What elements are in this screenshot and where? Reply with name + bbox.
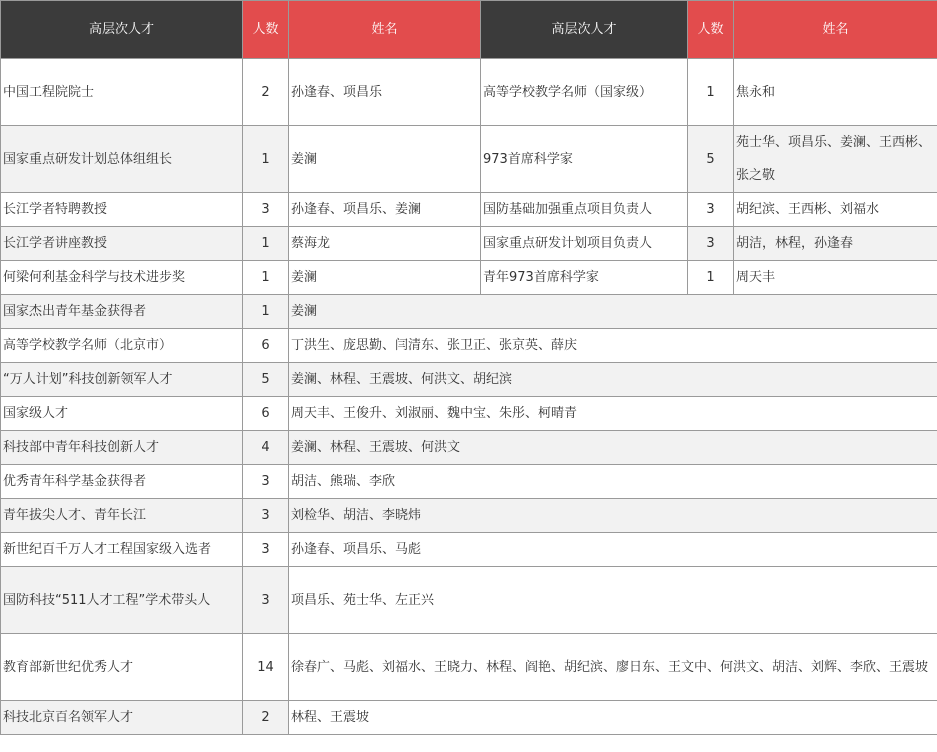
talent-title: 高等学校教学名师（北京市） <box>1 329 243 363</box>
talent-title: “万人计划”科技创新领军人才 <box>1 363 243 397</box>
table-row <box>1 533 937 567</box>
talent-names: 胡洁、熊瑞、李欣 <box>289 465 937 499</box>
talent-title: 新世纪百千万人才工程国家级入选者 <box>1 533 243 567</box>
talent-count: 4 <box>243 431 289 465</box>
talent-title: 国防科技“511人才工程”学术带头人 <box>1 567 243 634</box>
talent-title: 高等学校教学名师（国家级） <box>481 59 688 126</box>
table-row <box>1 295 937 329</box>
table-row <box>1 701 937 735</box>
talent-names: 刘检华、胡洁、李晓炜 <box>289 499 937 533</box>
talent-count: 1 <box>243 261 289 295</box>
talent-title: 国家杰出青年基金获得者 <box>1 295 243 329</box>
header-row <box>1 1 937 59</box>
talent-title: 国家重点研发计划总体组组长 <box>1 126 243 193</box>
table-row <box>1 193 937 227</box>
talent-names: 周天丰、王俊升、刘淑丽、魏中宝、朱彤、柯晴青 <box>289 397 937 431</box>
talent-names: 姜澜、林程、王震坡、何洪文 <box>289 431 937 465</box>
table-row <box>1 227 937 261</box>
talent-names: 胡洁，林程，孙逢春 <box>734 227 937 261</box>
talent-names: 姜澜 <box>289 126 481 193</box>
header-count: 人数 <box>243 1 289 59</box>
talent-names: 胡纪滨、王西彬、刘福水 <box>734 193 937 227</box>
table-row <box>1 59 937 126</box>
talent-count: 1 <box>243 295 289 329</box>
talent-count: 3 <box>243 465 289 499</box>
table-row <box>1 499 937 533</box>
talent-names: 姜澜 <box>289 261 481 295</box>
header-title: 高层次人才 <box>1 1 243 59</box>
table-row <box>1 465 937 499</box>
talent-count: 14 <box>243 634 289 701</box>
talent-names: 丁洪生、庞思勤、闫清东、张卫正、张京英、薛庆 <box>289 329 937 363</box>
talent-names: 焦永和 <box>734 59 937 126</box>
talent-title: 国家重点研发计划项目负责人 <box>481 227 688 261</box>
talent-names: 蔡海龙 <box>289 227 481 261</box>
talent-count: 3 <box>243 533 289 567</box>
talent-title: 优秀青年科学基金获得者 <box>1 465 243 499</box>
talent-names: 林程、王震坡 <box>289 701 937 735</box>
table-row <box>1 431 937 465</box>
talent-count: 1 <box>243 126 289 193</box>
table-row <box>1 261 937 295</box>
talent-count: 5 <box>688 126 734 193</box>
talent-names: 姜澜、林程、王震坡、何洪文、胡纪滨 <box>289 363 937 397</box>
talent-title: 国防基础加强重点项目负责人 <box>481 193 688 227</box>
talent-names: 姜澜 <box>289 295 937 329</box>
talent-count: 3 <box>243 567 289 634</box>
talent-count: 1 <box>688 261 734 295</box>
talent-count: 6 <box>243 397 289 431</box>
header-title: 高层次人才 <box>481 1 688 59</box>
talent-count: 6 <box>243 329 289 363</box>
talent-title: 973首席科学家 <box>481 126 688 193</box>
talent-names: 孙逢春、项昌乐、马彪 <box>289 533 937 567</box>
header-names: 姓名 <box>734 1 937 59</box>
talent-title: 教育部新世纪优秀人才 <box>1 634 243 701</box>
table-row <box>1 567 937 634</box>
talent-count: 1 <box>243 227 289 261</box>
talent-title: 科技北京百名领军人才 <box>1 701 243 735</box>
table-row <box>1 126 937 193</box>
table-row <box>1 363 937 397</box>
talent-count: 3 <box>688 193 734 227</box>
talent-count: 5 <box>243 363 289 397</box>
talent-count: 3 <box>688 227 734 261</box>
talent-names: 项昌乐、苑士华、左正兴 <box>289 567 937 634</box>
talent-names: 孙逢春、项昌乐、姜澜 <box>289 193 481 227</box>
talent-count: 2 <box>243 701 289 735</box>
talent-title: 青年973首席科学家 <box>481 261 688 295</box>
table-row <box>1 329 937 363</box>
talent-count: 3 <box>243 499 289 533</box>
talent-names: 孙逢春、项昌乐 <box>289 59 481 126</box>
talent-count: 3 <box>243 193 289 227</box>
talent-title: 青年拔尖人才、青年长江 <box>1 499 243 533</box>
talent-title: 科技部中青年科技创新人才 <box>1 431 243 465</box>
talent-names: 徐春广、马彪、刘福水、王晓力、林程、阎艳、胡纪滨、廖日东、王文中、何洪文、胡洁、刘辉、李欣、王震坡 <box>289 634 937 701</box>
table-row <box>1 634 937 701</box>
table-row <box>1 397 937 431</box>
header-count: 人数 <box>688 1 734 59</box>
talent-title: 长江学者特聘教授 <box>1 193 243 227</box>
header-names: 姓名 <box>289 1 481 59</box>
talent-count: 2 <box>243 59 289 126</box>
talent-names: 苑士华、项昌乐、姜澜、王西彬、张之敬 <box>734 126 937 193</box>
talent-title: 长江学者讲座教授 <box>1 227 243 261</box>
talent-title: 何梁何利基金科学与技术进步奖 <box>1 261 243 295</box>
talent-names: 周天丰 <box>734 261 937 295</box>
talent-count: 1 <box>688 59 734 126</box>
talent-title: 国家级人才 <box>1 397 243 431</box>
talent-title: 中国工程院院士 <box>1 59 243 126</box>
